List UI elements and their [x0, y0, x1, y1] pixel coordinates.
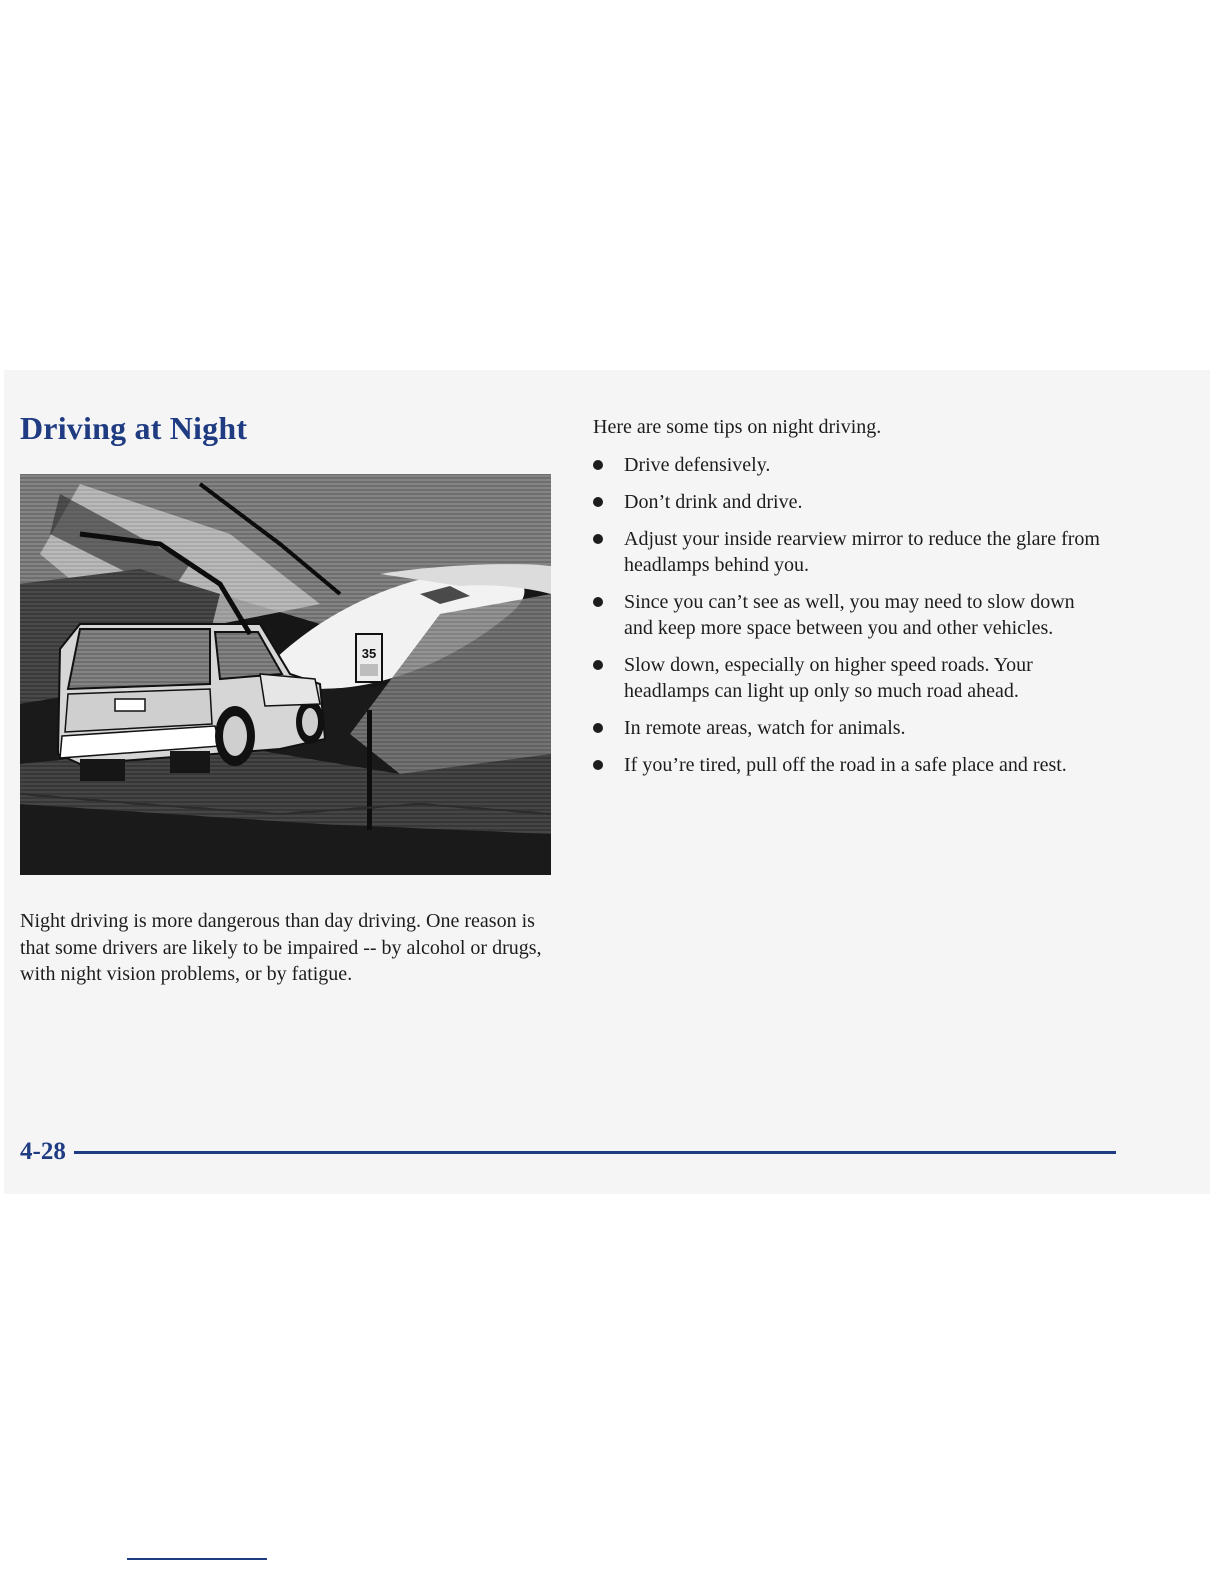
- page-number: 4-28: [20, 1138, 66, 1165]
- intro-paragraph: Night driving is more dangerous than day driving. One reason is that some drivers are likely to be impaired -- by alcohol or drugs, with night vision problems, or by fatigue.: [20, 910, 542, 985]
- bullet-icon: [593, 660, 603, 670]
- tip-text: Don’t drink and drive.: [624, 491, 803, 513]
- bullet-icon: [593, 497, 603, 507]
- tip-text: In remote areas, watch for animals.: [624, 717, 906, 739]
- tip-item: [593, 489, 1103, 515]
- tip-text: Slow down, especially on higher speed roads. Your headlamps can light up only so much road ahead.: [624, 654, 1033, 702]
- tip-item: [593, 452, 1103, 478]
- tips-intro: Here are some tips on night driving.: [593, 416, 882, 438]
- bullet-icon: [593, 760, 603, 770]
- bullet-icon: [593, 460, 603, 470]
- tip-text: Since you can’t see as well, you may need to slow down and keep more space between you and other vehicles.: [624, 591, 1075, 639]
- bullet-icon: [593, 597, 603, 607]
- speed-limit-text: 35: [361, 646, 377, 661]
- tip-text: Adjust your inside rearview mirror to reduce the glare from headlamps behind you.: [624, 528, 1100, 576]
- night-driving-illustration: [20, 474, 551, 875]
- sign-post: [367, 710, 372, 830]
- footer-rule: [74, 1151, 1116, 1154]
- tip-text: Drive defensively.: [624, 454, 771, 476]
- tip-item: [593, 715, 1103, 741]
- tip-item: [593, 652, 1103, 704]
- tips-list: [593, 452, 1103, 789]
- bottom-rule: [127, 1558, 267, 1560]
- tip-text: If you’re tired, pull off the road in a safe place and rest.: [624, 754, 1067, 776]
- tip-item: [593, 526, 1103, 578]
- tip-item: [593, 589, 1103, 641]
- tip-item: [593, 752, 1103, 778]
- page-footer: [20, 1136, 1116, 1168]
- illustration-svg: [20, 474, 551, 875]
- section-title: Driving at Night: [20, 410, 248, 446]
- bullet-icon: [593, 723, 603, 733]
- bullet-icon: [593, 534, 603, 544]
